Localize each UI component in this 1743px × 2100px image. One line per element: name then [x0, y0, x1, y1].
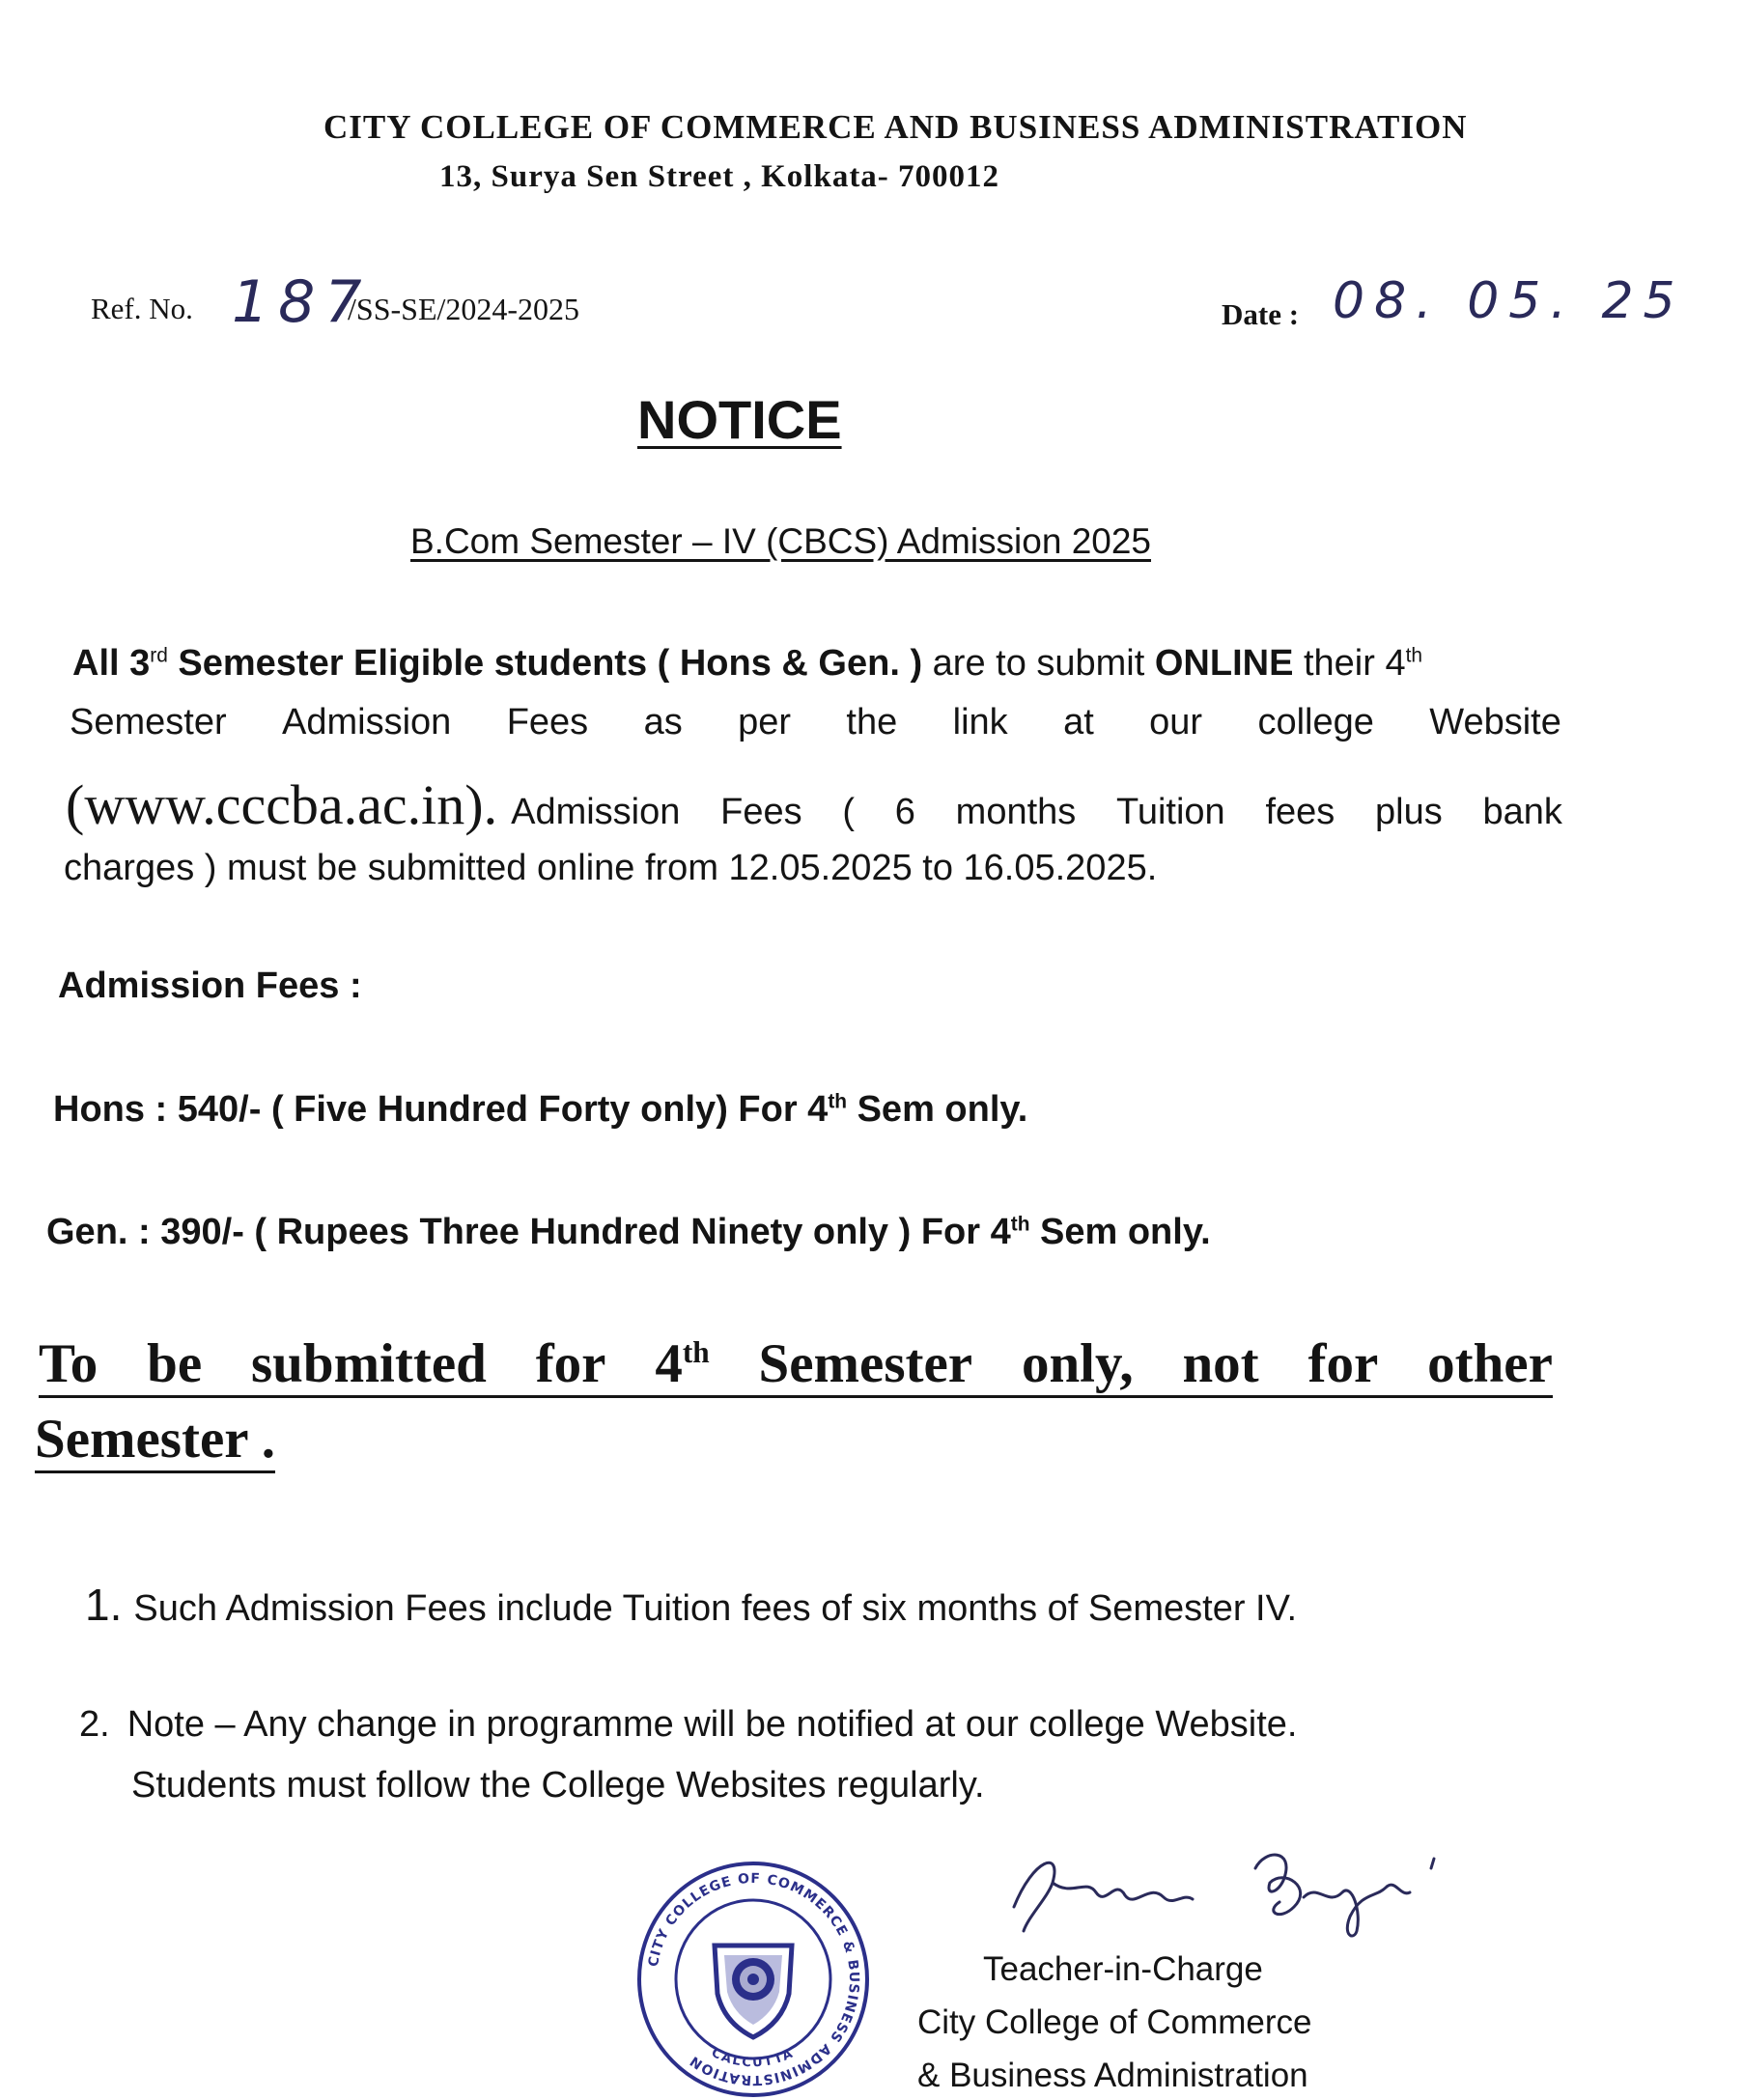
superscript: rd: [150, 644, 168, 667]
emphasis-line: [39, 1332, 1553, 1398]
word: Website: [1429, 702, 1561, 742]
paragraph-rest: [511, 792, 1562, 833]
college-seal: [633, 1859, 874, 2100]
paragraph-line: [70, 702, 1561, 743]
para-text: are to submit: [922, 643, 1155, 684]
seal-arc-text: CITY COLLEGE OF COMMERCE & BUSINESS ADMINISTRATION: [645, 1870, 862, 2088]
paragraph-line: charges ) must be submitted online from 12.05.2025 to 16.05.2025.: [64, 848, 1158, 888]
note-text: Such Admission Fees include Tuition fees of six months of Semester IV.: [133, 1588, 1298, 1629]
seal-bottom-text: CALCUTTA: [709, 2045, 797, 2071]
fee-hons: [53, 1089, 1027, 1131]
word: for: [535, 1333, 606, 1394]
signatory-org: & Business Administration: [917, 2057, 1308, 2094]
note-item: [85, 1579, 1297, 1631]
word: at: [1063, 702, 1094, 742]
word: our: [1149, 702, 1203, 742]
word: the: [846, 702, 898, 742]
word: submitted: [250, 1333, 487, 1394]
notice-title: NOTICE: [637, 389, 842, 450]
word: 6: [894, 792, 915, 832]
para-text: Semester Eligible students ( Hons & Gen. ): [167, 643, 923, 684]
word: college: [1257, 702, 1374, 742]
word: link: [952, 702, 1008, 742]
word-text: 4: [655, 1333, 683, 1394]
word: plus: [1375, 792, 1443, 832]
word: (: [842, 792, 856, 832]
notice-subject: B.Com Semester – IV (CBCS) Admission 2025: [410, 521, 1152, 561]
word: be: [147, 1333, 203, 1394]
word: Semester: [70, 702, 227, 742]
word: only,: [1021, 1333, 1134, 1394]
superscript: th: [828, 1090, 848, 1113]
signatory-title: Teacher-in-Charge: [983, 1950, 1263, 1988]
fees-heading: Admission Fees :: [58, 966, 362, 1006]
note-continuation: Students must follow the College Websites regularly.: [131, 1765, 985, 1806]
word: fees: [1265, 792, 1335, 832]
word: Admission: [282, 702, 452, 742]
paragraph-line: [72, 643, 1422, 685]
word: [655, 1332, 709, 1395]
ref-suffix: /SS-SE/2024-2025: [348, 292, 580, 326]
ref-label: Ref. No.: [91, 292, 193, 325]
note-number: 2.: [79, 1704, 110, 1745]
superscript: th: [1010, 1213, 1030, 1236]
word: Fees: [720, 792, 802, 832]
note-item: [79, 1704, 1297, 1746]
signatory-org: City College of Commerce: [917, 2003, 1312, 2041]
para-text: their 4: [1293, 643, 1406, 684]
word: To: [39, 1333, 98, 1394]
fee-text: Sem only.: [1029, 1212, 1211, 1252]
word: Admission: [511, 792, 681, 832]
ref-number: 187: [232, 268, 372, 336]
fee-text: Gen. : 390/- ( Rupees Three Hundred Ninety only ) For 4: [46, 1212, 1011, 1252]
college-name: CITY COLLEGE OF COMMERCE AND BUSINESS ADMINISTRATION: [323, 108, 1468, 146]
word: Tuition: [1116, 792, 1225, 832]
para-text: All 3: [72, 643, 151, 684]
paragraph-line: [66, 772, 1562, 837]
website-link[interactable]: (www.cccba.ac.in).: [66, 773, 498, 836]
superscript: th: [1405, 644, 1423, 667]
word: not: [1182, 1333, 1259, 1394]
word: other: [1427, 1333, 1553, 1394]
word: Semester: [758, 1333, 973, 1394]
college-address: 13, Surya Sen Street , Kolkata- 700012: [439, 159, 1000, 194]
superscript: th: [682, 1335, 710, 1369]
word: Fees: [506, 702, 589, 742]
note-text: Note – Any change in programme will be notified at our college Website.: [127, 1704, 1298, 1745]
fee-text: Hons : 540/- ( Five Hundred Forty only) For 4: [53, 1089, 829, 1130]
date-label: Date :: [1222, 297, 1300, 331]
word: as: [643, 702, 683, 742]
word: per: [738, 702, 792, 742]
word: months: [955, 792, 1077, 832]
para-text: ONLINE: [1154, 643, 1294, 684]
signature-mark: [995, 1839, 1477, 1946]
date-value: 08. 05. 25: [1333, 272, 1685, 330]
fee-text: Sem only.: [847, 1089, 1028, 1130]
emphasis-line: Semester .: [35, 1408, 275, 1473]
word: bank: [1482, 792, 1562, 832]
word: for: [1307, 1333, 1379, 1394]
fee-gen: [46, 1212, 1211, 1253]
note-number: 1.: [85, 1580, 123, 1630]
